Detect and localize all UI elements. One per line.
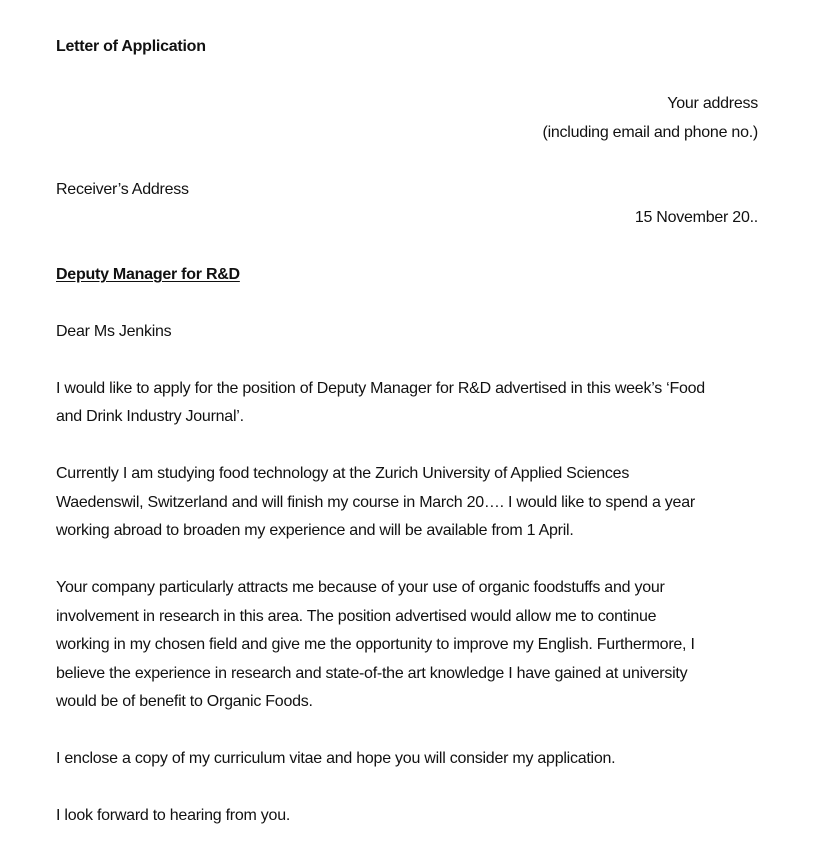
letter-subject: Deputy Manager for R&D	[56, 266, 240, 283]
paragraph-line: working abroad to broaden my experience and will be available from 1 April.	[56, 522, 574, 539]
paragraph-line: I enclose a copy of my curriculum vitae and hope you will consider my application.	[56, 750, 616, 767]
salutation: Dear Ms Jenkins	[56, 323, 172, 340]
paragraph-line: would be of benefit to Organic Foods.	[56, 693, 313, 710]
sender-address-line-1: Your address	[667, 95, 758, 112]
paragraph-line: involvement in research in this area. The position advertised would allow me to continue	[56, 608, 657, 625]
document-title: Letter of Application	[56, 38, 206, 55]
paragraph-line: Currently I am studying food technology at the Zurich University of Applied Sciences	[56, 465, 630, 482]
paragraph-line: believe the experience in research and state-of-the art knowledge I have gained at university	[56, 665, 688, 682]
sender-address-line-2: (including email and phone no.)	[542, 124, 758, 141]
paragraph-line: and Drink Industry Journal’.	[56, 408, 244, 425]
paragraph-line: working in my chosen field and give me the opportunity to improve my English. Furthermore, I	[56, 636, 695, 653]
paragraph-line: Your company particularly attracts me because of your use of organic foodstuffs and your	[56, 579, 665, 596]
letter-date: 15 November 20..	[634, 209, 758, 226]
receiver-address: Receiver’s Address	[56, 181, 189, 198]
paragraph-line: Waedenswil, Switzerland and will finish my course in March 20…. I would like to spend a year	[56, 494, 695, 511]
paragraph-line: I would like to apply for the position of Deputy Manager for R&D advertised in this week’s ‘Food	[56, 380, 705, 397]
paragraph-line: I look forward to hearing from you.	[56, 807, 291, 824]
